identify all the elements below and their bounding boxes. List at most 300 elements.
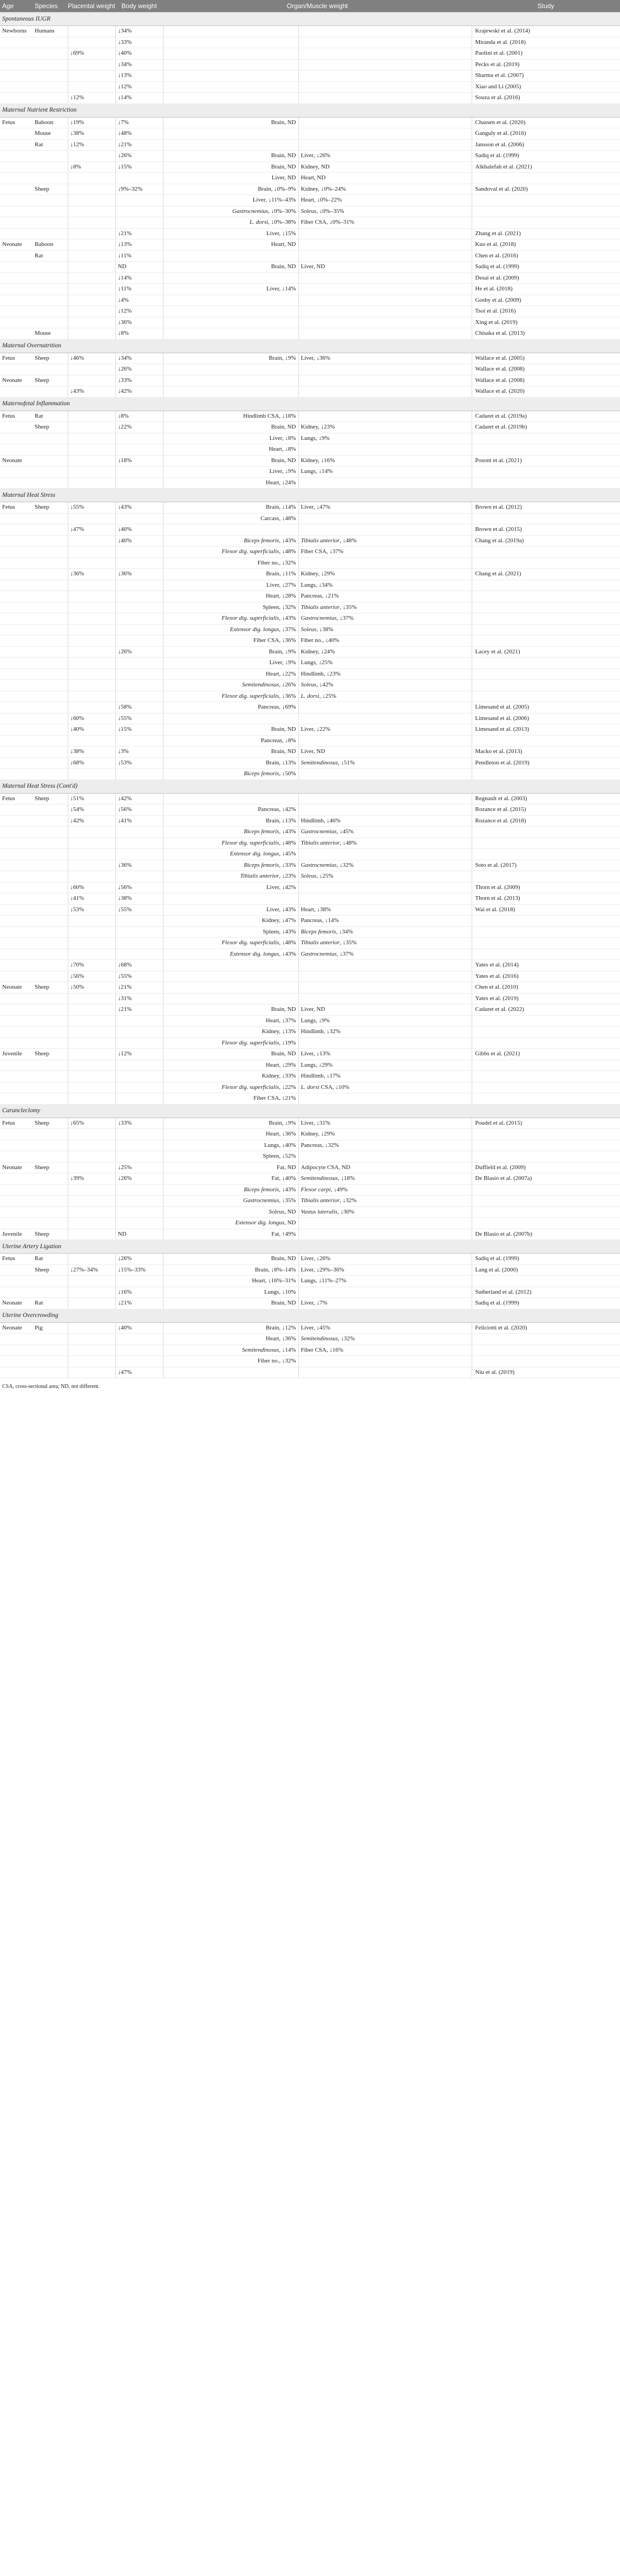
muscle-weight-cell <box>298 557 472 569</box>
body-weight-cell <box>115 1218 163 1229</box>
organ-weight-cell: Liver, ↓9% <box>163 466 298 478</box>
body-weight-cell <box>115 735 163 747</box>
placental-weight-cell <box>68 1049 115 1060</box>
age-cell <box>0 613 32 625</box>
muscle-weight-cell: Soleus, ↓42% <box>298 680 472 691</box>
body-weight-cell: ↓34% <box>115 59 163 70</box>
organ-weight-cell: Extensor dig. longus, ↓45% <box>163 849 298 860</box>
body-weight-cell <box>115 444 163 456</box>
placental-weight-cell <box>68 580 115 591</box>
age-cell <box>0 1196 32 1207</box>
muscle-weight-cell <box>298 117 472 128</box>
table-row <box>0 747 620 758</box>
species-cell: Pig <box>32 1322 68 1334</box>
study-cell: Krajewski et al. (2014) <box>472 26 620 37</box>
muscle-weight-cell: Pancreas, ↓14% <box>298 916 472 927</box>
age-cell: Fetus <box>0 1118 32 1129</box>
study-cell <box>472 580 620 591</box>
table-row <box>0 93 620 104</box>
species-cell <box>32 624 68 635</box>
table-row <box>0 1334 620 1345</box>
study-cell <box>472 1151 620 1163</box>
organ-weight-cell: Fiber CSA, ↓21% <box>163 1093 298 1105</box>
table-row <box>0 982 620 994</box>
table-row <box>0 1049 620 1060</box>
muscle-weight-cell <box>298 37 472 48</box>
age-cell <box>0 466 32 478</box>
placental-weight-cell <box>68 1196 115 1207</box>
organ-weight-cell <box>163 26 298 37</box>
header-species: Species <box>32 0 68 12</box>
study-cell <box>472 838 620 849</box>
organ-weight-cell <box>163 306 298 317</box>
species-cell <box>32 1287 68 1298</box>
muscle-weight-cell: Vastus lateralis, ↓30% <box>298 1206 472 1218</box>
age-cell <box>0 827 32 838</box>
placental-weight-cell <box>68 284 115 295</box>
placental-weight-cell <box>68 375 115 386</box>
body-weight-cell: ↓13% <box>115 70 163 82</box>
organ-weight-cell: Spleen, ↓43% <box>163 926 298 938</box>
placental-weight-cell <box>68 239 115 251</box>
table-row <box>0 250 620 262</box>
section-title: Uterine Artery Ligation <box>0 1240 620 1254</box>
species-cell <box>32 1218 68 1229</box>
age-cell <box>0 1345 32 1356</box>
age-cell <box>0 48 32 60</box>
muscle-weight-cell: L. dorsi, ↓25% <box>298 691 472 702</box>
body-weight-cell <box>115 557 163 569</box>
age-cell <box>0 535 32 547</box>
placental-weight-cell <box>68 735 115 747</box>
muscle-weight-cell: Liver, ↓36% <box>298 353 472 364</box>
organ-weight-cell: Liver, ↓8% <box>163 433 298 444</box>
body-weight-cell: ↓12% <box>115 306 163 317</box>
species-cell: Sheep <box>32 1118 68 1129</box>
body-weight-cell <box>115 1184 163 1196</box>
placental-weight-cell <box>68 1356 115 1367</box>
muscle-weight-cell: Soleus, ↓0%–35% <box>298 206 472 217</box>
placental-weight-cell <box>68 422 115 433</box>
age-cell <box>0 680 32 691</box>
table-row <box>0 262 620 273</box>
muscle-weight-cell: Hindlimb, ↓32% <box>298 1027 472 1038</box>
table-row <box>0 624 620 635</box>
study-cell: Rozance et al. (2015) <box>472 804 620 816</box>
section-header-row <box>0 780 620 793</box>
organ-weight-cell: Brain, ND <box>163 262 298 273</box>
body-weight-cell <box>115 613 163 625</box>
age-cell <box>0 1027 32 1038</box>
species-cell <box>32 70 68 82</box>
body-weight-cell <box>115 827 163 838</box>
placental-weight-cell <box>68 1027 115 1038</box>
study-cell <box>472 827 620 838</box>
placental-weight-cell: ↓36% <box>68 569 115 580</box>
age-cell <box>0 1287 32 1298</box>
species-cell <box>32 1356 68 1367</box>
table-row <box>0 1015 620 1027</box>
study-cell: Xing et al. (2019) <box>472 317 620 328</box>
age-cell <box>0 524 32 536</box>
muscle-weight-cell: Liver, ↓45% <box>298 1322 472 1334</box>
muscle-weight-cell: Gastrocnemius, ↓37% <box>298 613 472 625</box>
organ-weight-cell: Liver, ↓11%–43% <box>163 195 298 206</box>
muscle-weight-cell: Heart, ND <box>298 173 472 184</box>
organ-weight-cell: Liver, ↓9% <box>163 658 298 669</box>
species-cell <box>32 724 68 736</box>
placental-weight-cell <box>68 680 115 691</box>
study-cell: Cadaret et al. (2019b) <box>472 422 620 433</box>
species-cell <box>32 306 68 317</box>
study-cell <box>472 1356 620 1367</box>
age-cell <box>0 1060 32 1071</box>
species-cell <box>32 757 68 769</box>
table-row <box>0 1345 620 1356</box>
muscle-weight-cell: Lungs, ↓9% <box>298 433 472 444</box>
organ-weight-cell <box>163 960 298 971</box>
placental-weight-cell <box>68 827 115 838</box>
organ-weight-cell <box>163 524 298 536</box>
muscle-weight-cell: Gastrocnemius, ↓32% <box>298 860 472 871</box>
body-weight-cell: ↓31% <box>115 993 163 1004</box>
study-cell <box>472 635 620 647</box>
table-row <box>0 206 620 217</box>
body-weight-cell <box>115 1140 163 1151</box>
muscle-weight-cell <box>298 70 472 82</box>
table-row <box>0 117 620 128</box>
table-row <box>0 502 620 514</box>
organ-weight-cell: Brain, ND <box>163 422 298 433</box>
body-weight-cell <box>115 1151 163 1163</box>
species-cell <box>32 524 68 536</box>
age-cell <box>0 37 32 48</box>
muscle-weight-cell: Liver, ↓26% <box>298 1254 472 1265</box>
body-weight-cell <box>115 658 163 669</box>
organ-weight-cell: Flexor dig. superficialis, ↓48% <box>163 838 298 849</box>
muscle-weight-cell: Tibialis anterior, ↓48% <box>298 535 472 547</box>
muscle-weight-cell <box>298 295 472 306</box>
organ-weight-cell: Heart, ↓22% <box>163 669 298 680</box>
table-row <box>0 328 620 340</box>
section-title: Maternal Overnutrition <box>0 339 620 353</box>
organ-weight-cell <box>163 139 298 151</box>
study-cell: Wallace et al. (2008) <box>472 375 620 386</box>
study-cell: Sadiq et al. (1999) <box>472 1298 620 1309</box>
age-cell <box>0 1367 32 1378</box>
species-cell <box>32 1173 68 1185</box>
body-weight-cell <box>115 217 163 229</box>
organ-weight-cell: Flexor dig. superficialis, ↓19% <box>163 1037 298 1049</box>
study-cell <box>472 173 620 184</box>
age-cell <box>0 646 32 658</box>
organ-weight-cell: Liver, ↓15% <box>163 228 298 239</box>
study-cell <box>472 691 620 702</box>
age-cell <box>0 871 32 883</box>
study-cell: De Blasio et al. (2007a) <box>472 1173 620 1185</box>
study-cell <box>472 1027 620 1038</box>
organ-weight-cell: Fiber CSA, ↓36% <box>163 635 298 647</box>
age-cell: Neonate <box>0 455 32 466</box>
age-cell <box>0 1015 32 1027</box>
table-row <box>0 48 620 60</box>
muscle-weight-cell <box>298 477 472 489</box>
body-weight-cell: ↓11% <box>115 250 163 262</box>
organ-weight-cell: Fiber no., ↓32% <box>163 557 298 569</box>
placental-weight-cell: ↓65% <box>68 1118 115 1129</box>
body-weight-cell <box>115 849 163 860</box>
organ-weight-cell: Heart, ↓16%–31% <box>163 1276 298 1287</box>
table-row <box>0 960 620 971</box>
species-cell <box>32 993 68 1004</box>
age-cell <box>0 206 32 217</box>
muscle-weight-cell <box>298 93 472 104</box>
study-cell: Regnault et al. (2003) <box>472 793 620 804</box>
organ-weight-cell: Semitendinosus, ↓14% <box>163 1345 298 1356</box>
placental-weight-cell <box>68 295 115 306</box>
body-weight-cell <box>115 691 163 702</box>
species-cell: Sheep <box>32 1229 68 1240</box>
placental-weight-cell <box>68 317 115 328</box>
species-cell <box>32 1060 68 1071</box>
species-cell <box>32 151 68 162</box>
muscle-weight-cell: Pancreas, ↓32% <box>298 1140 472 1151</box>
muscle-weight-cell <box>298 849 472 860</box>
muscle-weight-cell <box>298 1356 472 1367</box>
study-cell: Macko et al. (2013) <box>472 747 620 758</box>
placental-weight-cell: ↓69% <box>68 48 115 60</box>
age-cell <box>0 916 32 927</box>
table-row <box>0 602 620 613</box>
placental-weight-cell <box>68 1151 115 1163</box>
placental-weight-cell: ↓8% <box>68 161 115 173</box>
study-cell: Chang et al. (2021) <box>472 569 620 580</box>
organ-weight-cell <box>163 386 298 398</box>
body-weight-cell: ↓33% <box>115 1118 163 1129</box>
study-cell: Sadiq et al. (1999) <box>472 151 620 162</box>
muscle-weight-cell <box>298 982 472 994</box>
organ-weight-cell: Flexor dig. superficialis, ↓22% <box>163 1082 298 1093</box>
muscle-weight-cell <box>298 735 472 747</box>
age-cell <box>0 735 32 747</box>
study-cell: Cadaret et al. (2019a) <box>472 411 620 422</box>
species-cell <box>32 81 68 93</box>
species-cell: Sheep <box>32 793 68 804</box>
age-cell <box>0 702 32 713</box>
table-row <box>0 849 620 860</box>
placental-weight-cell <box>68 838 115 849</box>
age-cell <box>0 971 32 982</box>
table-row <box>0 1264 620 1276</box>
table-row <box>0 513 620 524</box>
body-weight-cell: ND <box>115 1229 163 1240</box>
table-row <box>0 1140 620 1151</box>
age-cell <box>0 1140 32 1151</box>
table-row <box>0 680 620 691</box>
body-weight-cell: ↓33% <box>115 37 163 48</box>
muscle-weight-cell <box>298 59 472 70</box>
study-cell: He et al. (2018) <box>472 284 620 295</box>
organ-weight-cell: Kidney, ↓13% <box>163 1027 298 1038</box>
body-weight-cell <box>115 838 163 849</box>
table-row <box>0 1071 620 1082</box>
age-cell <box>0 250 32 262</box>
placental-weight-cell <box>68 444 115 456</box>
species-cell <box>32 1206 68 1218</box>
age-cell <box>0 547 32 558</box>
section-header-row <box>0 489 620 502</box>
placental-weight-cell <box>68 59 115 70</box>
species-cell <box>32 1004 68 1016</box>
placental-weight-cell <box>68 184 115 195</box>
table-row <box>0 70 620 82</box>
age-cell <box>0 926 32 938</box>
table-row <box>0 228 620 239</box>
placental-weight-cell: ↓27%–34% <box>68 1264 115 1276</box>
organ-weight-cell: Tibialis anterior, ↓23% <box>163 871 298 883</box>
table-row <box>0 272 620 284</box>
species-cell <box>32 217 68 229</box>
header-placental-weight: Placental weight <box>68 0 115 12</box>
organ-weight-cell: Brain, ND <box>163 1049 298 1060</box>
table-row <box>0 635 620 647</box>
study-cell: Niu et al. (2019) <box>472 1367 620 1378</box>
age-cell: Fetus <box>0 1254 32 1265</box>
species-cell: Sheep <box>32 353 68 364</box>
organ-weight-cell: Brain, ↓9% <box>163 646 298 658</box>
body-weight-cell: ↓9%–32% <box>115 184 163 195</box>
body-weight-cell <box>115 949 163 960</box>
study-cell <box>472 1071 620 1082</box>
placental-weight-cell <box>68 1276 115 1287</box>
organ-weight-cell: Brain, ND <box>163 747 298 758</box>
age-cell <box>0 938 32 949</box>
muscle-weight-cell <box>298 893 472 905</box>
muscle-weight-cell <box>298 386 472 398</box>
body-weight-cell: ↓14% <box>115 272 163 284</box>
table-row <box>0 239 620 251</box>
organ-weight-cell: Brain, ND <box>163 455 298 466</box>
table-row <box>0 646 620 658</box>
study-cell <box>472 1082 620 1093</box>
table-row <box>0 128 620 140</box>
species-cell <box>32 635 68 647</box>
muscle-weight-cell <box>298 317 472 328</box>
study-cell: Miranda et al. (2018) <box>472 37 620 48</box>
muscle-weight-cell: Kidney, ↓24% <box>298 646 472 658</box>
table-row <box>0 1276 620 1287</box>
placental-weight-cell <box>68 591 115 602</box>
body-weight-cell: ↓22% <box>115 422 163 433</box>
age-cell <box>0 1173 32 1185</box>
species-cell <box>32 1151 68 1163</box>
organ-weight-cell: Biceps femoris, ↓43% <box>163 827 298 838</box>
organ-weight-cell: Brain, ND <box>163 1298 298 1309</box>
organ-weight-cell: Fat, ↑49% <box>163 1229 298 1240</box>
body-weight-cell: ↓7% <box>115 117 163 128</box>
body-weight-cell: ↓21% <box>115 1004 163 1016</box>
placental-weight-cell <box>68 1254 115 1265</box>
age-cell <box>0 364 32 375</box>
study-cell: Lacey et al. (2021) <box>472 646 620 658</box>
age-cell <box>0 860 32 871</box>
body-weight-cell: ↓38% <box>115 893 163 905</box>
placental-weight-cell: ↓53% <box>68 904 115 916</box>
organ-weight-cell <box>163 328 298 340</box>
body-weight-cell <box>115 1060 163 1071</box>
muscle-weight-cell <box>298 1367 472 1378</box>
species-cell <box>32 926 68 938</box>
age-cell <box>0 513 32 524</box>
age-cell: Neonate <box>0 1162 32 1173</box>
species-cell <box>32 455 68 466</box>
body-weight-cell: ↓8% <box>115 411 163 422</box>
study-cell: Gibbs et al. (2021) <box>472 1049 620 1060</box>
table-row <box>0 1004 620 1016</box>
organ-weight-cell: Heart, ↓36% <box>163 1129 298 1140</box>
header-body-weight: Body weight <box>115 0 163 12</box>
muscle-weight-cell: Kidney, ↓0%–24% <box>298 184 472 195</box>
body-weight-cell: ↓36% <box>115 860 163 871</box>
species-cell <box>32 580 68 591</box>
muscle-weight-cell <box>298 1229 472 1240</box>
species-cell <box>32 1276 68 1287</box>
muscle-weight-cell <box>298 48 472 60</box>
muscle-weight-cell: Liver, ND <box>298 747 472 758</box>
body-weight-cell: ↓42% <box>115 793 163 804</box>
study-cell <box>472 206 620 217</box>
body-weight-cell: ↓43% <box>115 502 163 514</box>
species-cell: Rat <box>32 139 68 151</box>
body-weight-cell: ↓13% <box>115 239 163 251</box>
age-cell <box>0 602 32 613</box>
age-cell <box>0 161 32 173</box>
age-cell <box>0 1037 32 1049</box>
organ-weight-cell: Brain, ND <box>163 724 298 736</box>
table-row <box>0 860 620 871</box>
age-cell <box>0 128 32 140</box>
muscle-weight-cell: Liver, ↓26% <box>298 151 472 162</box>
study-cell <box>472 624 620 635</box>
body-weight-cell <box>115 926 163 938</box>
table-row <box>0 1151 620 1163</box>
table-row <box>0 591 620 602</box>
species-cell <box>32 535 68 547</box>
table-row <box>0 1322 620 1334</box>
muscle-weight-cell <box>298 328 472 340</box>
organ-weight-cell: Kidney, ↓33% <box>163 1071 298 1082</box>
muscle-weight-cell <box>298 971 472 982</box>
age-cell <box>0 635 32 647</box>
age-cell <box>0 184 32 195</box>
placental-weight-cell <box>68 1162 115 1173</box>
organ-weight-cell: Brain, ↓11% <box>163 569 298 580</box>
body-weight-cell: ↓48% <box>115 128 163 140</box>
placental-weight-cell <box>68 646 115 658</box>
placental-weight-cell: ↓70% <box>68 960 115 971</box>
age-cell <box>0 815 32 827</box>
organ-weight-cell: Extensor dig. longus, ↓37% <box>163 624 298 635</box>
study-cell: Poudel et al. (2015) <box>472 1118 620 1129</box>
body-weight-cell: ↓55% <box>115 713 163 724</box>
placental-weight-cell <box>68 477 115 489</box>
table-row <box>0 735 620 747</box>
study-cell <box>472 1345 620 1356</box>
age-cell <box>0 477 32 489</box>
placental-weight-cell <box>68 228 115 239</box>
organ-weight-cell <box>163 375 298 386</box>
muscle-weight-cell: Lungs, ↓9% <box>298 1015 472 1027</box>
